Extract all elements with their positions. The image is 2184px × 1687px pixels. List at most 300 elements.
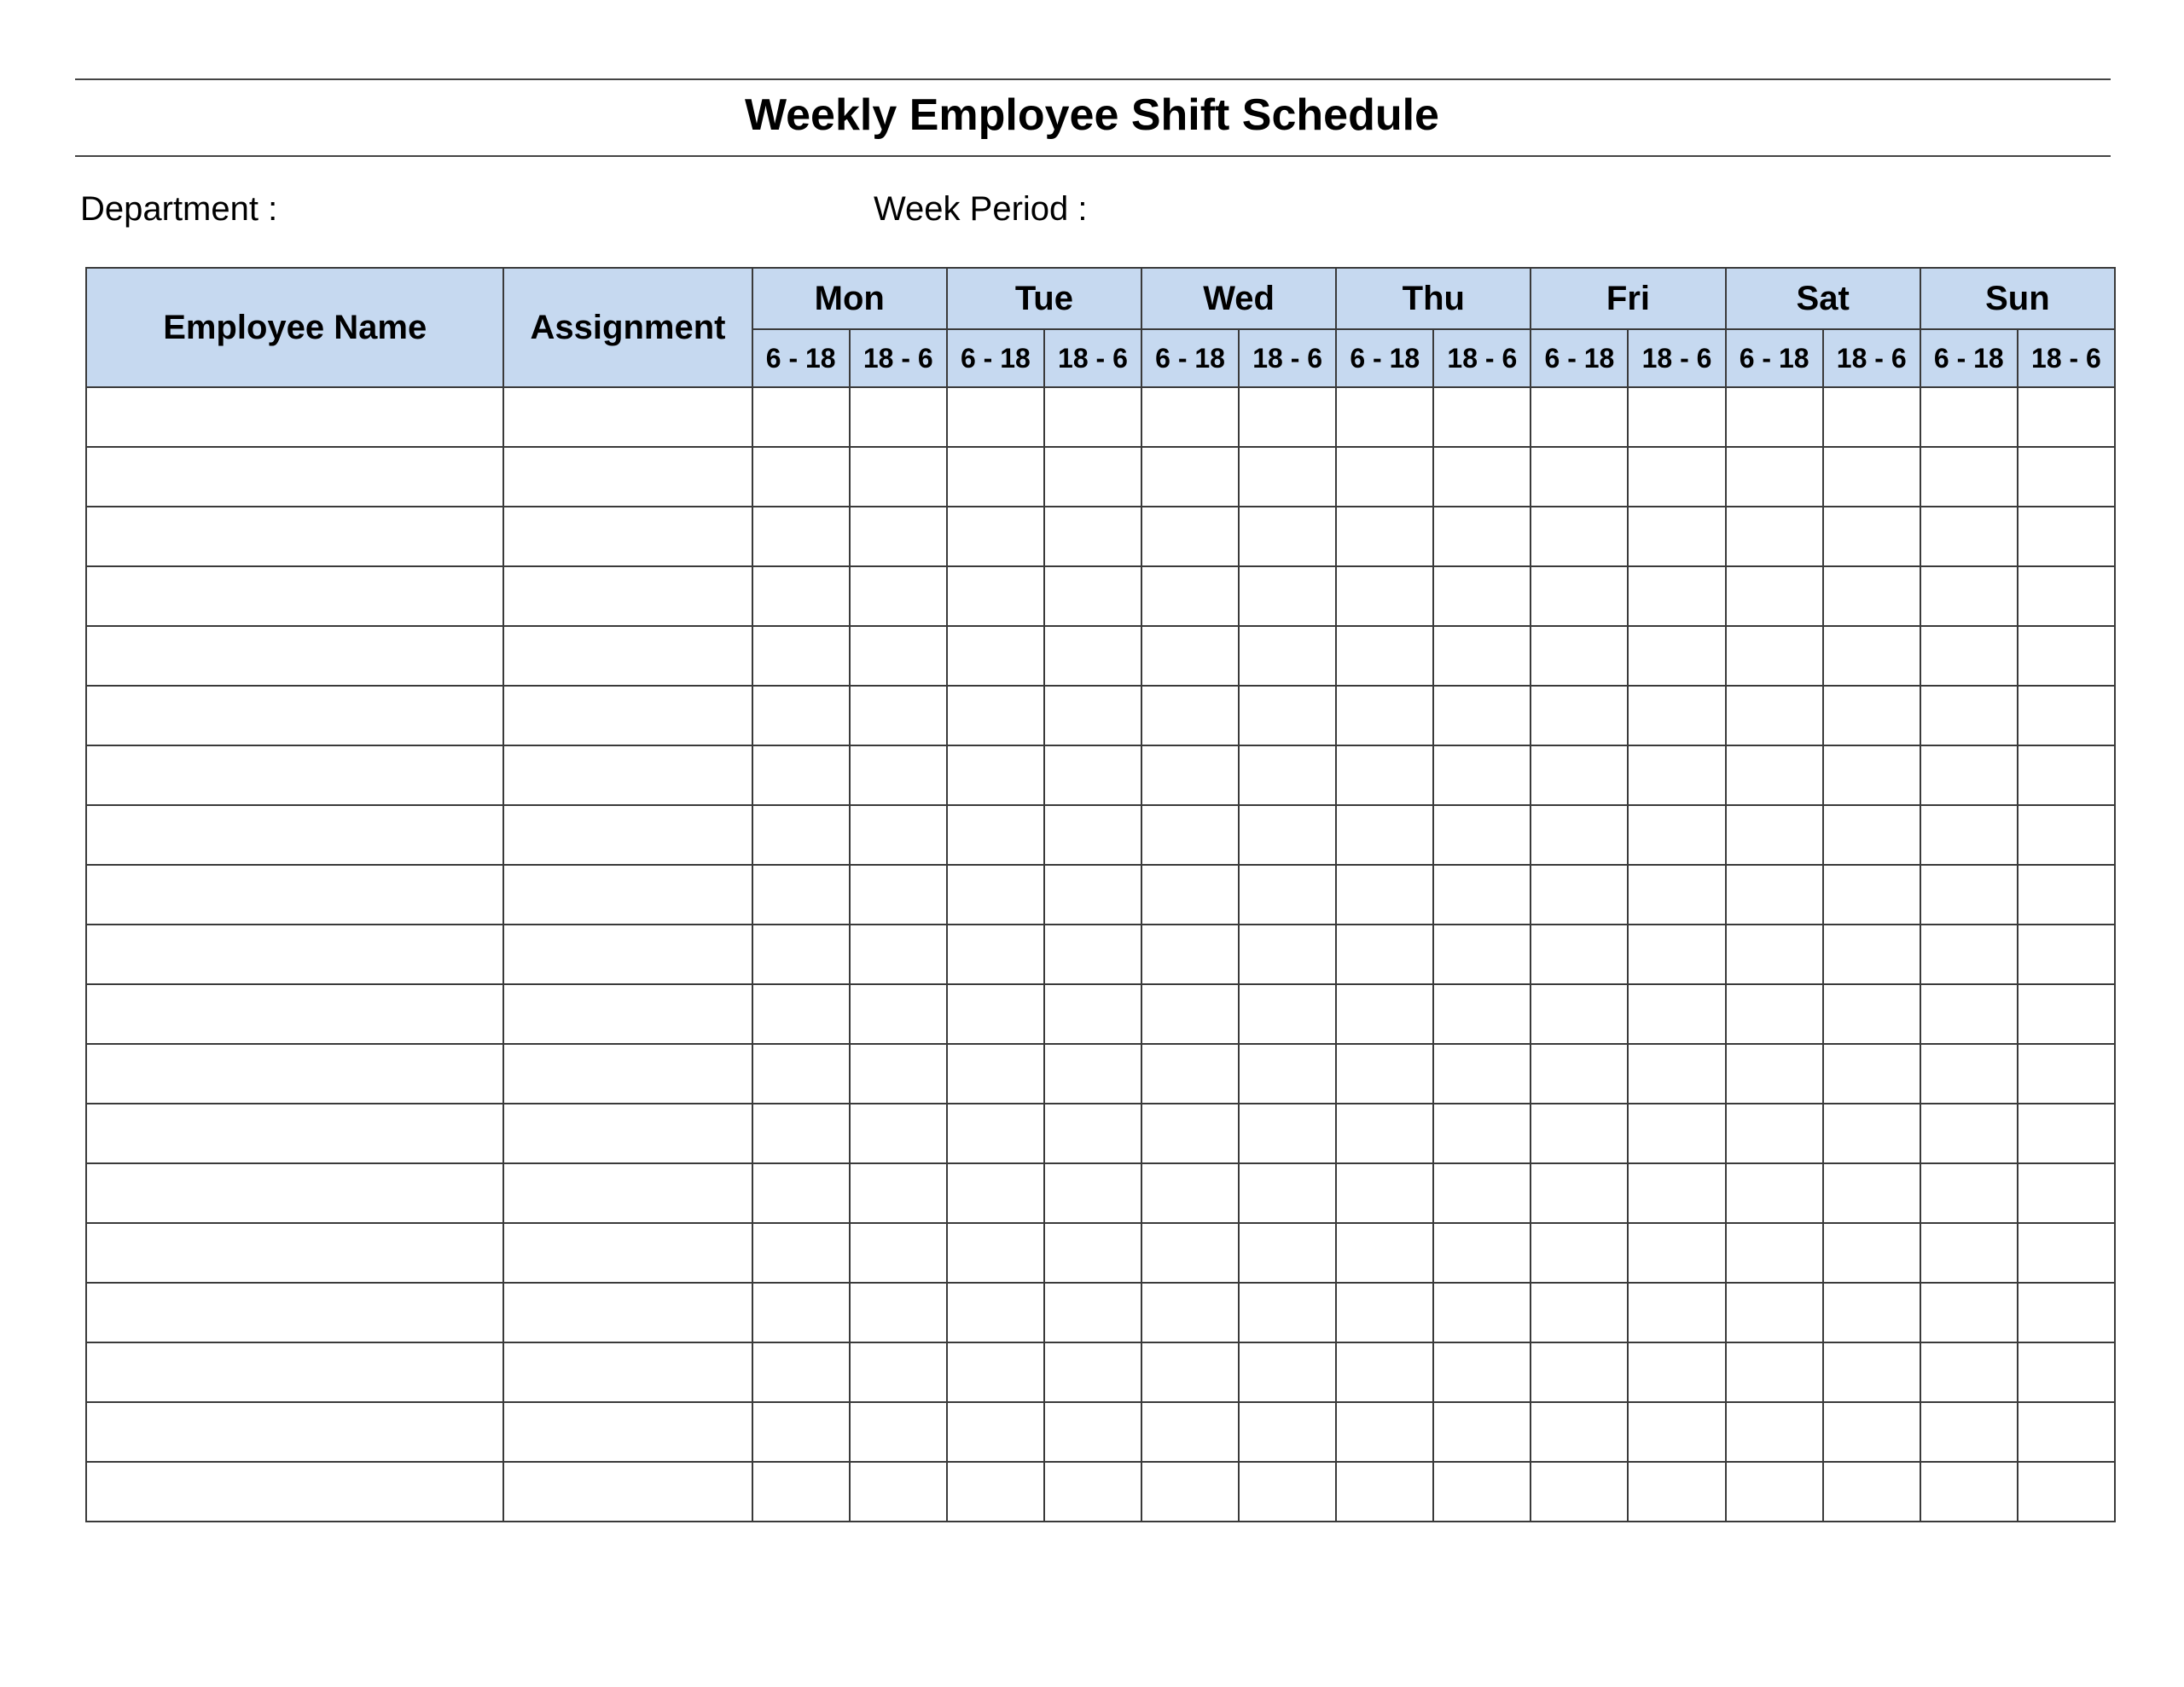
employee-name-cell[interactable] [86,1104,503,1163]
shift-cell-thu-day[interactable] [1336,387,1433,447]
shift-cell-sat-day[interactable] [1726,686,1823,745]
shift-cell-tue-night[interactable] [1044,1223,1141,1283]
shift-cell-thu-night[interactable] [1433,626,1531,686]
shift-cell-sat-night[interactable] [1823,626,1920,686]
shift-cell-sat-day[interactable] [1726,507,1823,566]
shift-cell-mon-day[interactable] [752,1462,850,1522]
shift-cell-thu-night[interactable] [1433,447,1531,507]
shift-cell-tue-night[interactable] [1044,507,1141,566]
shift-cell-sat-day[interactable] [1726,1104,1823,1163]
shift-cell-wed-night[interactable] [1239,387,1336,447]
shift-cell-wed-night[interactable] [1239,1462,1336,1522]
assignment-cell[interactable] [503,1342,752,1402]
shift-cell-tue-day[interactable] [947,745,1044,805]
shift-cell-tue-night[interactable] [1044,1163,1141,1223]
shift-cell-mon-day[interactable] [752,1104,850,1163]
shift-cell-wed-night[interactable] [1239,686,1336,745]
shift-cell-thu-day[interactable] [1336,745,1433,805]
shift-cell-fri-night[interactable] [1628,686,1725,745]
shift-cell-fri-day[interactable] [1531,387,1628,447]
shift-cell-wed-night[interactable] [1239,626,1336,686]
shift-cell-sat-night[interactable] [1823,865,1920,925]
shift-cell-mon-night[interactable] [850,626,947,686]
assignment-cell[interactable] [503,566,752,626]
assignment-cell[interactable] [503,1462,752,1522]
shift-cell-wed-day[interactable] [1141,1104,1239,1163]
shift-cell-mon-night[interactable] [850,1462,947,1522]
shift-cell-wed-day[interactable] [1141,1462,1239,1522]
shift-cell-fri-day[interactable] [1531,686,1628,745]
shift-cell-sun-day[interactable] [1920,1283,2018,1342]
shift-cell-fri-night[interactable] [1628,447,1725,507]
shift-cell-fri-night[interactable] [1628,566,1725,626]
shift-cell-mon-day[interactable] [752,984,850,1044]
shift-cell-wed-day[interactable] [1141,686,1239,745]
shift-cell-sat-night[interactable] [1823,1044,1920,1104]
shift-cell-wed-day[interactable] [1141,1342,1239,1402]
shift-cell-sat-night[interactable] [1823,507,1920,566]
employee-name-cell[interactable] [86,865,503,925]
shift-cell-sat-day[interactable] [1726,1462,1823,1522]
shift-cell-sat-night[interactable] [1823,1283,1920,1342]
shift-cell-sun-night[interactable] [2018,686,2115,745]
shift-cell-wed-night[interactable] [1239,984,1336,1044]
shift-cell-wed-night[interactable] [1239,507,1336,566]
assignment-cell[interactable] [503,686,752,745]
shift-cell-mon-night[interactable] [850,1402,947,1462]
shift-cell-thu-day[interactable] [1336,1163,1433,1223]
shift-cell-mon-night[interactable] [850,1044,947,1104]
shift-cell-fri-night[interactable] [1628,507,1725,566]
shift-cell-sat-night[interactable] [1823,984,1920,1044]
shift-cell-tue-day[interactable] [947,1283,1044,1342]
shift-cell-fri-day[interactable] [1531,566,1628,626]
shift-cell-mon-day[interactable] [752,925,850,984]
shift-cell-mon-night[interactable] [850,387,947,447]
shift-cell-wed-day[interactable] [1141,447,1239,507]
shift-cell-sun-day[interactable] [1920,865,2018,925]
shift-cell-tue-night[interactable] [1044,686,1141,745]
employee-name-cell[interactable] [86,984,503,1044]
shift-cell-sat-day[interactable] [1726,984,1823,1044]
shift-cell-mon-night[interactable] [850,1223,947,1283]
shift-cell-mon-night[interactable] [850,1283,947,1342]
shift-cell-mon-night[interactable] [850,566,947,626]
shift-cell-sat-day[interactable] [1726,1223,1823,1283]
shift-cell-mon-night[interactable] [850,686,947,745]
shift-cell-fri-night[interactable] [1628,1283,1725,1342]
shift-cell-sun-day[interactable] [1920,984,2018,1044]
shift-cell-tue-day[interactable] [947,507,1044,566]
shift-cell-fri-night[interactable] [1628,1104,1725,1163]
shift-cell-tue-night[interactable] [1044,1283,1141,1342]
shift-cell-thu-night[interactable] [1433,865,1531,925]
shift-cell-fri-day[interactable] [1531,1163,1628,1223]
shift-cell-mon-day[interactable] [752,566,850,626]
shift-cell-wed-night[interactable] [1239,1283,1336,1342]
employee-name-cell[interactable] [86,1163,503,1223]
shift-cell-tue-day[interactable] [947,387,1044,447]
shift-cell-sun-night[interactable] [2018,1342,2115,1402]
shift-cell-tue-night[interactable] [1044,984,1141,1044]
shift-cell-thu-day[interactable] [1336,1402,1433,1462]
shift-cell-fri-day[interactable] [1531,1044,1628,1104]
shift-cell-fri-day[interactable] [1531,1283,1628,1342]
shift-cell-sun-day[interactable] [1920,1163,2018,1223]
shift-cell-wed-day[interactable] [1141,865,1239,925]
employee-name-cell[interactable] [86,745,503,805]
shift-cell-sat-night[interactable] [1823,1104,1920,1163]
shift-cell-mon-day[interactable] [752,1163,850,1223]
shift-cell-sun-day[interactable] [1920,925,2018,984]
employee-name-cell[interactable] [86,1342,503,1402]
shift-cell-thu-day[interactable] [1336,1462,1433,1522]
shift-cell-sat-night[interactable] [1823,805,1920,865]
shift-cell-sat-day[interactable] [1726,1402,1823,1462]
shift-cell-sun-night[interactable] [2018,507,2115,566]
shift-cell-tue-night[interactable] [1044,1044,1141,1104]
shift-cell-wed-night[interactable] [1239,1223,1336,1283]
shift-cell-fri-day[interactable] [1531,805,1628,865]
shift-cell-tue-night[interactable] [1044,1104,1141,1163]
shift-cell-tue-day[interactable] [947,1104,1044,1163]
shift-cell-fri-night[interactable] [1628,1163,1725,1223]
shift-cell-fri-day[interactable] [1531,1223,1628,1283]
shift-cell-wed-day[interactable] [1141,507,1239,566]
employee-name-cell[interactable] [86,626,503,686]
shift-cell-fri-night[interactable] [1628,1044,1725,1104]
shift-cell-wed-day[interactable] [1141,984,1239,1044]
shift-cell-sun-night[interactable] [2018,1402,2115,1462]
shift-cell-mon-day[interactable] [752,1402,850,1462]
shift-cell-thu-night[interactable] [1433,507,1531,566]
shift-cell-mon-day[interactable] [752,805,850,865]
shift-cell-sun-day[interactable] [1920,1104,2018,1163]
shift-cell-sat-day[interactable] [1726,1163,1823,1223]
shift-cell-mon-night[interactable] [850,1104,947,1163]
shift-cell-thu-night[interactable] [1433,1223,1531,1283]
shift-cell-sat-day[interactable] [1726,865,1823,925]
shift-cell-wed-night[interactable] [1239,1342,1336,1402]
shift-cell-wed-night[interactable] [1239,1104,1336,1163]
shift-cell-thu-day[interactable] [1336,447,1433,507]
employee-name-cell[interactable] [86,1044,503,1104]
assignment-cell[interactable] [503,1044,752,1104]
shift-cell-fri-day[interactable] [1531,1462,1628,1522]
shift-cell-mon-night[interactable] [850,1163,947,1223]
shift-cell-wed-night[interactable] [1239,925,1336,984]
employee-name-cell[interactable] [86,1462,503,1522]
shift-cell-wed-night[interactable] [1239,745,1336,805]
shift-cell-sun-night[interactable] [2018,1223,2115,1283]
shift-cell-tue-night[interactable] [1044,1402,1141,1462]
shift-cell-sun-day[interactable] [1920,1223,2018,1283]
shift-cell-thu-night[interactable] [1433,925,1531,984]
shift-cell-sat-night[interactable] [1823,566,1920,626]
shift-cell-tue-night[interactable] [1044,447,1141,507]
shift-cell-thu-night[interactable] [1433,805,1531,865]
shift-cell-fri-day[interactable] [1531,925,1628,984]
shift-cell-sat-night[interactable] [1823,1223,1920,1283]
shift-cell-sun-night[interactable] [2018,865,2115,925]
shift-cell-sun-day[interactable] [1920,387,2018,447]
shift-cell-tue-night[interactable] [1044,805,1141,865]
shift-cell-tue-night[interactable] [1044,1462,1141,1522]
shift-cell-sat-night[interactable] [1823,447,1920,507]
shift-cell-tue-day[interactable] [947,865,1044,925]
shift-cell-mon-night[interactable] [850,447,947,507]
shift-cell-tue-night[interactable] [1044,566,1141,626]
shift-cell-mon-night[interactable] [850,507,947,566]
shift-cell-fri-day[interactable] [1531,1104,1628,1163]
shift-cell-sun-day[interactable] [1920,745,2018,805]
shift-cell-sat-day[interactable] [1726,566,1823,626]
shift-cell-thu-day[interactable] [1336,626,1433,686]
shift-cell-sun-day[interactable] [1920,1462,2018,1522]
shift-cell-thu-day[interactable] [1336,805,1433,865]
shift-cell-sun-night[interactable] [2018,1044,2115,1104]
shift-cell-fri-day[interactable] [1531,507,1628,566]
shift-cell-sun-day[interactable] [1920,686,2018,745]
shift-cell-wed-night[interactable] [1239,566,1336,626]
assignment-cell[interactable] [503,1223,752,1283]
shift-cell-sat-night[interactable] [1823,686,1920,745]
shift-cell-sun-night[interactable] [2018,1283,2115,1342]
shift-cell-tue-night[interactable] [1044,1342,1141,1402]
assignment-cell[interactable] [503,925,752,984]
shift-cell-sun-night[interactable] [2018,447,2115,507]
shift-cell-mon-day[interactable] [752,1044,850,1104]
shift-cell-fri-day[interactable] [1531,745,1628,805]
assignment-cell[interactable] [503,1402,752,1462]
employee-name-cell[interactable] [86,1223,503,1283]
shift-cell-thu-night[interactable] [1433,1163,1531,1223]
shift-cell-fri-night[interactable] [1628,1462,1725,1522]
shift-cell-thu-day[interactable] [1336,507,1433,566]
shift-cell-tue-day[interactable] [947,1163,1044,1223]
shift-cell-wed-night[interactable] [1239,1402,1336,1462]
shift-cell-sun-day[interactable] [1920,1402,2018,1462]
employee-name-cell[interactable] [86,387,503,447]
shift-cell-tue-night[interactable] [1044,865,1141,925]
employee-name-cell[interactable] [86,1283,503,1342]
shift-cell-fri-day[interactable] [1531,1402,1628,1462]
shift-cell-wed-night[interactable] [1239,865,1336,925]
shift-cell-sun-day[interactable] [1920,566,2018,626]
shift-cell-mon-day[interactable] [752,1342,850,1402]
shift-cell-sat-day[interactable] [1726,1283,1823,1342]
shift-cell-tue-night[interactable] [1044,745,1141,805]
shift-cell-sat-day[interactable] [1726,447,1823,507]
employee-name-cell[interactable] [86,925,503,984]
employee-name-cell[interactable] [86,507,503,566]
shift-cell-thu-day[interactable] [1336,1342,1433,1402]
assignment-cell[interactable] [503,507,752,566]
shift-cell-tue-night[interactable] [1044,626,1141,686]
shift-cell-tue-day[interactable] [947,1044,1044,1104]
shift-cell-mon-day[interactable] [752,447,850,507]
shift-cell-fri-day[interactable] [1531,447,1628,507]
shift-cell-wed-day[interactable] [1141,745,1239,805]
shift-cell-tue-day[interactable] [947,925,1044,984]
shift-cell-tue-night[interactable] [1044,387,1141,447]
shift-cell-thu-day[interactable] [1336,1104,1433,1163]
shift-cell-sat-day[interactable] [1726,925,1823,984]
shift-cell-wed-night[interactable] [1239,447,1336,507]
employee-name-cell[interactable] [86,447,503,507]
shift-cell-wed-day[interactable] [1141,626,1239,686]
shift-cell-sat-night[interactable] [1823,1163,1920,1223]
shift-cell-fri-night[interactable] [1628,984,1725,1044]
shift-cell-sun-night[interactable] [2018,805,2115,865]
assignment-cell[interactable] [503,984,752,1044]
shift-cell-fri-night[interactable] [1628,805,1725,865]
assignment-cell[interactable] [503,1163,752,1223]
shift-cell-thu-day[interactable] [1336,1283,1433,1342]
shift-cell-fri-day[interactable] [1531,1342,1628,1402]
shift-cell-sun-day[interactable] [1920,1044,2018,1104]
assignment-cell[interactable] [503,626,752,686]
shift-cell-tue-day[interactable] [947,805,1044,865]
shift-cell-fri-night[interactable] [1628,387,1725,447]
assignment-cell[interactable] [503,745,752,805]
shift-cell-sun-night[interactable] [2018,745,2115,805]
shift-cell-tue-day[interactable] [947,1223,1044,1283]
shift-cell-sat-day[interactable] [1726,626,1823,686]
shift-cell-thu-night[interactable] [1433,1462,1531,1522]
shift-cell-tue-day[interactable] [947,984,1044,1044]
shift-cell-sat-night[interactable] [1823,1342,1920,1402]
shift-cell-wed-day[interactable] [1141,1223,1239,1283]
shift-cell-sun-night[interactable] [2018,1163,2115,1223]
shift-cell-tue-day[interactable] [947,626,1044,686]
shift-cell-sun-day[interactable] [1920,1342,2018,1402]
shift-cell-sun-night[interactable] [2018,626,2115,686]
shift-cell-sun-day[interactable] [1920,507,2018,566]
shift-cell-wed-night[interactable] [1239,805,1336,865]
shift-cell-thu-night[interactable] [1433,984,1531,1044]
shift-cell-fri-night[interactable] [1628,626,1725,686]
shift-cell-wed-night[interactable] [1239,1044,1336,1104]
shift-cell-wed-day[interactable] [1141,1163,1239,1223]
shift-cell-tue-day[interactable] [947,447,1044,507]
shift-cell-sat-day[interactable] [1726,745,1823,805]
shift-cell-tue-day[interactable] [947,1462,1044,1522]
shift-cell-sun-night[interactable] [2018,387,2115,447]
shift-cell-tue-day[interactable] [947,686,1044,745]
shift-cell-mon-day[interactable] [752,686,850,745]
shift-cell-fri-night[interactable] [1628,865,1725,925]
shift-cell-thu-day[interactable] [1336,925,1433,984]
shift-cell-tue-day[interactable] [947,1402,1044,1462]
shift-cell-mon-day[interactable] [752,865,850,925]
assignment-cell[interactable] [503,1104,752,1163]
shift-cell-mon-night[interactable] [850,745,947,805]
shift-cell-sat-day[interactable] [1726,387,1823,447]
shift-cell-wed-night[interactable] [1239,1163,1336,1223]
shift-cell-wed-day[interactable] [1141,925,1239,984]
employee-name-cell[interactable] [86,686,503,745]
shift-cell-wed-day[interactable] [1141,566,1239,626]
shift-cell-tue-day[interactable] [947,566,1044,626]
shift-cell-sun-night[interactable] [2018,566,2115,626]
shift-cell-thu-night[interactable] [1433,686,1531,745]
assignment-cell[interactable] [503,865,752,925]
shift-cell-fri-night[interactable] [1628,1223,1725,1283]
shift-cell-mon-night[interactable] [850,805,947,865]
employee-name-cell[interactable] [86,805,503,865]
shift-cell-thu-night[interactable] [1433,745,1531,805]
shift-cell-mon-day[interactable] [752,1223,850,1283]
assignment-cell[interactable] [503,387,752,447]
shift-cell-mon-night[interactable] [850,925,947,984]
assignment-cell[interactable] [503,447,752,507]
shift-cell-thu-day[interactable] [1336,1223,1433,1283]
shift-cell-wed-day[interactable] [1141,1402,1239,1462]
shift-cell-sun-night[interactable] [2018,1104,2115,1163]
shift-cell-sat-night[interactable] [1823,925,1920,984]
shift-cell-sun-night[interactable] [2018,984,2115,1044]
shift-cell-fri-night[interactable] [1628,925,1725,984]
shift-cell-thu-day[interactable] [1336,1044,1433,1104]
shift-cell-fri-night[interactable] [1628,745,1725,805]
shift-cell-sun-night[interactable] [2018,925,2115,984]
shift-cell-thu-night[interactable] [1433,1104,1531,1163]
shift-cell-mon-day[interactable] [752,387,850,447]
shift-cell-sun-night[interactable] [2018,1462,2115,1522]
shift-cell-mon-night[interactable] [850,1342,947,1402]
shift-cell-mon-night[interactable] [850,865,947,925]
shift-cell-mon-day[interactable] [752,1283,850,1342]
shift-cell-sat-day[interactable] [1726,1044,1823,1104]
shift-cell-wed-day[interactable] [1141,805,1239,865]
employee-name-cell[interactable] [86,566,503,626]
shift-cell-thu-day[interactable] [1336,566,1433,626]
shift-cell-wed-day[interactable] [1141,1044,1239,1104]
shift-cell-thu-night[interactable] [1433,566,1531,626]
shift-cell-fri-day[interactable] [1531,626,1628,686]
shift-cell-sun-day[interactable] [1920,805,2018,865]
shift-cell-thu-night[interactable] [1433,1342,1531,1402]
shift-cell-thu-night[interactable] [1433,1402,1531,1462]
employee-name-cell[interactable] [86,1402,503,1462]
shift-cell-sat-day[interactable] [1726,1342,1823,1402]
shift-cell-tue-day[interactable] [947,1342,1044,1402]
shift-cell-thu-day[interactable] [1336,984,1433,1044]
shift-cell-thu-day[interactable] [1336,865,1433,925]
shift-cell-wed-day[interactable] [1141,387,1239,447]
shift-cell-sat-night[interactable] [1823,1402,1920,1462]
shift-cell-fri-night[interactable] [1628,1342,1725,1402]
shift-cell-fri-night[interactable] [1628,1402,1725,1462]
shift-cell-sat-night[interactable] [1823,745,1920,805]
shift-cell-sun-day[interactable] [1920,447,2018,507]
shift-cell-tue-night[interactable] [1044,925,1141,984]
assignment-cell[interactable] [503,805,752,865]
shift-cell-sat-day[interactable] [1726,805,1823,865]
shift-cell-fri-day[interactable] [1531,865,1628,925]
shift-cell-mon-night[interactable] [850,984,947,1044]
shift-cell-fri-day[interactable] [1531,984,1628,1044]
shift-cell-thu-night[interactable] [1433,387,1531,447]
shift-cell-thu-night[interactable] [1433,1044,1531,1104]
shift-cell-thu-night[interactable] [1433,1283,1531,1342]
shift-cell-sat-night[interactable] [1823,387,1920,447]
assignment-cell[interactable] [503,1283,752,1342]
shift-cell-mon-day[interactable] [752,507,850,566]
shift-cell-sat-night[interactable] [1823,1462,1920,1522]
shift-cell-mon-day[interactable] [752,745,850,805]
